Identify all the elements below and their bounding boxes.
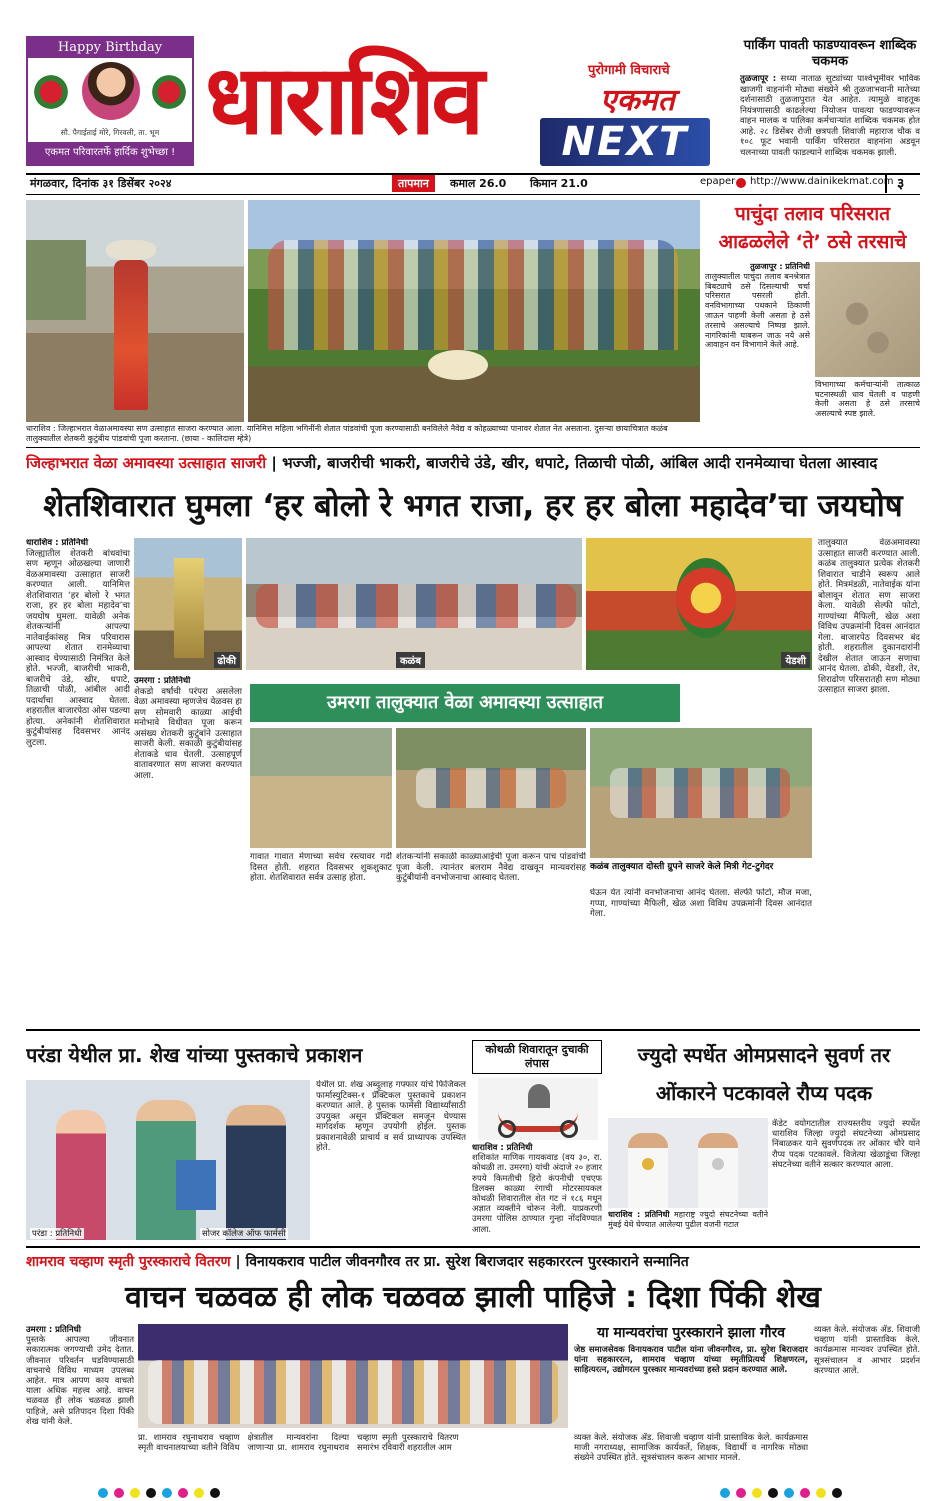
tiger-body: तुळजापूर : प्रतिनिधी तालुक्यातील पाचुंदा तलाव बनश्रेत्रात बिबट्याचे ठसे दिसल्याची चर्चा परिसरात पसरली होती. वनविभागाच्या पथकाने ठिकाणी जाऊन पाहणी केली असता हे ठसे तरसाचे असल्याचे निष्पन्न झाले. नागरिकांनी घाबरून जाऊ नये असे आवाहन वन विभागाने केले आहे. <box>705 262 810 350</box>
bottom-kicker-red: शामराव चव्हाण स्मृती पुरस्काराचे वितरण <box>26 1254 231 1270</box>
flower-right-icon <box>152 70 186 114</box>
date-bar-rule-top <box>26 173 920 175</box>
bottom-body-col5: व्यक्त केले. संयोजक ॲड. शिवाजी चव्हाण यांनी प्रास्ताविक केले. कार्यक्रमास मान्यवर उपस्थित होते. सूत्रसंचालन व आभार प्रदर्शन करण्यात आले. <box>814 1324 920 1375</box>
page-number: ३ <box>885 174 904 193</box>
temp-min: किमान 21.0 <box>530 177 588 190</box>
brand-tagline: पुरोगामी विचाराचे <box>588 63 670 78</box>
main-kicker: जिल्हाभरात वेळा अमावस्या उत्साहात साजरी | भज्जी, बाजरीची भाकरी, बाजरीचे उंडे, खीर, धपाटे, तिळाची पोळी, आंबिल आदी रानमेव्याचा घेतला आस्वाद <box>26 454 878 472</box>
tiger-headline: पाचुंदा तलाव परिसरात आढळलेले ‘ते’ ठसे तरसाचे <box>718 203 907 253</box>
awards-subheadline: या मान्यवरांचा पुरस्काराने झाला गौरव <box>596 1325 786 1341</box>
photo-label-dhoki: ढोकी <box>214 652 241 668</box>
birthday-box <box>26 36 194 166</box>
umarga-photo-1 <box>250 728 392 848</box>
bottom-headline: वाचन चळवळ ही लोक चळवळ झाली पाहिजे : दिशा पिंकी शेख <box>125 1280 821 1315</box>
brand-next-logo: NEXT <box>540 118 710 166</box>
paper-name: धाराशिव <box>205 44 481 156</box>
bottom-body-col1: उमरगा : प्रतिनिधी पुस्तके आपल्या जीवनात सकारात्मक जगण्याची उमेद देतात. जीवनात परिवर्तन घडविण्यासाठी वाचनाचे विविध माध्यम उपलब्ध आहेत. मात्र आपण काय वाचतो याला अधिक महत्त्व आहे. वाचन चळवळ ही लोक चळवळ झाली पाहिजे, असे प्रतिपादन दिशा पिंकी शेख यांनी केले. <box>26 1324 134 1426</box>
kalamb-friends-photo <box>590 728 812 858</box>
main-body-right: तालुक्यात वेळअमावस्या उत्साहात साजरी करण्यात आली. कळंब तालुक्यात प्रत्येक शेतकरी शिवारात चाडीने स्वरूप आले होते. मित्रमंडळी, नातेवाईक यांना बोलावून शेतात सण साजरा केला. यावेळी सेल्फी फोटो, गाण्यांच्या मैफिली, खेळ अशा विविध उपक्रमांनी दिवस आनंदात गेला. बाजारपेठ दिवसभर बंद होती. शहरातील दुकानदारांनी देखील शेतात जाऊन सणाचा आनंद घेतला. ढोकी, येडशी, तेर, शिराढोण परिसरातही सण मोठ्या उत्साहात साजरा झाला. <box>818 538 920 695</box>
rule-1 <box>26 447 920 448</box>
award-ceremony-photo <box>138 1324 568 1428</box>
pugmark-caption: विभागाच्या कर्मचाऱ्यांनी तात्काळ घटनास्थळी धाव घेतली व पाहणी केली असता हे ठसे तरसाचे असल्याचे स्पष्ट झाले. <box>815 380 920 418</box>
rule-2 <box>26 1029 920 1031</box>
pugmark-photo <box>815 262 920 377</box>
birthday-name: सौ. पैगाईताई मोरे, गिरवली, ता. भूम <box>60 128 160 137</box>
temp-max: कमाल 26.0 <box>450 177 507 190</box>
umarga-headline: उमरगा तालुक्यात वेळा अमावस्या उत्साहात <box>250 684 680 722</box>
kothali-body: धाराशिव : प्रतिनिधी शशिकांत माणिक गायकवाड (वय ३०, रा. कोथळी ता. उमरगा) यांची अंदाजे २० हजार रुपये किमतीची हिरो कंपनीची एचएफ डिलक्स काळ्या रंगाची मोटरसायकल कोथळी शिवारातील शेत गट नं १८६ मधून अज्ञात व्यक्तीने चोरून नेली. याप्रकरणी उमरगा पोलिस ठाण्यात गुन्हा नोंदविण्यात आला. <box>472 1142 602 1234</box>
photo-label-yedshi: येडशी <box>781 652 810 668</box>
photo-label-kalamb: कळंब <box>396 652 425 668</box>
judo-body: कॅडेट वयोगटातील राज्यस्तरीय ज्युदो स्पर्धेत धाराशिव जिल्हा ज्युदो संघटनेच्या ओमप्रसाद निंबाळकर याने सुवर्णपदक तर ओंकार चौरे याने रौप्य पदक पटकावले. विजेत्या खेळाडूंचा जिल्हा संघटनेच्या वतीने सत्कार करण्यात आला. <box>772 1118 920 1169</box>
date-bar-rule-bottom <box>26 194 920 195</box>
kothali-headline: कोथळी शिवारातून दुचाकी लंपास <box>472 1040 602 1074</box>
epaper-label: epaper <box>700 176 736 187</box>
medal-icon <box>642 1158 654 1170</box>
top-photo-caption: धाराशिव : जिल्हाभरात वेळाअमावस्या सण उत्साहात साजरा करण्यात आला. यानिमित्त महिला भगिनींनी शेतात पांडवांची पूजा करण्यासाठी बनविलेले नैवेद्य व कोहळ्याच्या पानावर शेतात नेत असताना. दुसऱ्या छायाचित्रात कळंब तालुक्यातील शेतकरी कुटुंबीय पांडवांची पूजा करताना. (छाया - कालिदास म्हेत्रे) <box>26 424 668 443</box>
birthday-wish: एकमत परिवारतर्फे हार्दिक शुभेच्छा ! <box>28 142 192 164</box>
bike-theft-illustration <box>478 1078 598 1140</box>
flower-left-icon <box>34 70 68 114</box>
medal-icon-2 <box>712 1158 724 1170</box>
registration-marks-right <box>720 1488 842 1498</box>
umarga-body-col4: घेऊन येत त्यांनी वनभोजनाचा आनंद घेतला. सेल्फी फोटो, मौज मजा, गप्पा, गाण्यांच्या मैफिली, खेळ अशा विविध उपक्रमांनी दिवस आनंदात गेला. <box>590 888 812 919</box>
temp-label: तापमान <box>392 175 435 192</box>
umarga-body-col3: शेतकऱ्यांनी सकाळी काळ्याआईची पूजा करून पाच पांडवांची पूजा केली. त्यानंतर बलराम नैवेद्य दाखवून मान्यवरांसह कुटुंबीयांनी वनभोजनाचा आस्वाद घेतला. <box>396 852 586 883</box>
awards-subbody: जेष्ठ समाजसेवक विनायकराव पाटील यांना जीवनगौरव, प्रा. सुरेश बिराजदार यांना सहकाररत्न, शामराव चव्हाण यांच्या स्मृतीप्रित्यर्थ शिक्षणरत्न, साहित्यरत्न, उद्योगरत्न पुरस्कार मान्यवरांच्या हस्ते प्रदान करण्यात आले. <box>574 1344 808 1375</box>
paranda-photo-caption: सोजर कॉलेज ऑफ फार्मसी <box>202 1229 286 1239</box>
umarga-body-col2: गावात गावात मेणाच्या सर्वच रस्त्यावर गर्दी दिसत होती. शहरात दिवसभर शुकशुकाट होता. शेतशिवारात सर्वत्र उत्साह होता. <box>250 852 392 883</box>
dhoki-photo <box>134 538 242 670</box>
birthday-photo <box>82 62 140 120</box>
kalamb-photo <box>246 538 582 670</box>
yedshi-photo <box>586 538 812 670</box>
bottom-kicker: शामराव चव्हाण स्मृती पुरस्काराचे वितरण | विनायकराव पाटील जीवनगौरव तर प्रा. सुरेश बिराजदार सहकाररत्न पुरस्काराने सन्मानित <box>26 1254 689 1270</box>
paranda-body: येथील प्रा. शेख अब्दुलाह गफ्फार यांचे फिजिकल फार्मास्युटिक्स-१ प्रॅक्टिकल पुस्तकाचे प्रकाशन करण्यात आले. हे पुस्तक फार्मसी विद्यार्थ्यांसाठी उपयुक्त असून प्रॅक्टिकल समजून घेण्यास मार्गदर्शक म्हणून उपयोगी होईल. पुस्तक प्रकाशनावेळी प्राचार्य व सर्व प्राध्यापक उपस्थित होते. <box>316 1080 466 1153</box>
registration-marks-left <box>98 1488 220 1498</box>
pandav-puja-group-photo <box>248 200 700 422</box>
paranda-headline: परंडा येथील प्रा. शेख यांच्या पुस्तकाचे प्रकाशन <box>26 1043 363 1067</box>
main-kicker-rest: भज्जी, बाजरीची भाकरी, बाजरीचे उंडे, खीर, धपाटे, तिळाची पोळी, आंबिल आदी रानमेव्याचा घेतला आस्वाद <box>282 454 878 472</box>
judo-caption: धाराशिव : प्रतिनिधी महाराष्ट्र ज्युदो संघटनेच्या वतीने मुंबई येथे घेण्यात आलेल्या पुढील वजनी गटात <box>608 1210 768 1229</box>
rule-3 <box>26 1246 920 1248</box>
main-headline: शेतशिवारात घुमला ‘हर बोलो रे भगत राजा, हर हर बोला महादेव’चा जयघोष <box>43 488 903 524</box>
website-link[interactable]: http://www.dainikekmat.com <box>750 176 894 187</box>
brand-logo: एकमत <box>600 83 675 118</box>
woman-carrying-basket-photo <box>26 200 244 422</box>
top-right-headline: पार्किंग पावती फाडण्यावरून शाब्दिक चकमक <box>743 38 917 69</box>
globe-icon <box>736 178 746 188</box>
umarga-photo-2 <box>396 728 586 848</box>
bottom-kicker-rest: विनायकराव पाटील जीवनगौरव तर प्रा. सुरेश बिराजदार सहकाररत्न पुरस्काराने सन्मानित <box>245 1254 689 1270</box>
paranda-book-release-photo <box>26 1080 310 1240</box>
top-right-body: तुळजापूर : सध्या नाताळ सुट्यांच्या पार्श्वभूमीवर भाविक खाजगी वाहनांनी मोठ्या संख्येने श्री तुळजाभवानी मातेच्या दर्शनासाठी तुळजापुरात येत आहेत. त्यामुळे वाहतूक नियंत्रणासाठी काढलेल्या नियोजन पावत्या फाडण्यावरून वाहन मालक व पालिका कर्मचाऱ्यांत शाब्दिक चकमक होत आहे. २८ डिसेंबर रोजी छत्रपती शिवाजी महाराज चौक व १०८ फूट भवानी पार्किंग परिसरात वाहनांना अडवून चलनाच्या पावती फाडल्याने शाब्दिक चकमक झाली. <box>740 74 920 158</box>
main-body-left: धाराशिव : प्रतिनिधी जिल्ह्यातील शेतकरी बांधवांचा सण म्हणून ओळखल्या जाणारी वेळअमावस्या उत्साहात साजरी करण्यात आली. यानिमित्त शेतशिवारात ‘हर बोलो रे भगत राजा, हर हर बोला महादेव’चा जयघोष घुमला. यावेळी अनेक शेतकऱ्यांनी आपल्या नातेवाईकांसह मित्र परिवारास आपल्या शेतात रानमेव्याचा आस्वाद घेण्यासाठी निमंत्रित केले होते. भज्जी, बाजरीची भाकरी, बाजरीचे उंडे, खीर, धपाटे, तिळाची पोळी, आंबील आदी पदार्थांचा आस्वाद घेतला. शहरातील बाजारपेठा ओस पडल्या होत्या. अनेकांनी शेतशिवारात कुटुंबीयांसह दिवसभर आनंद लुटला. <box>26 538 130 748</box>
date-text: मंगळवार, दिनांक ३१ डिसेंबर २०२४ <box>30 177 172 190</box>
umarga-body-left: उमरगा : प्रतिनिधी शेकडो वर्षांची परंपरा असलेला वेळा अमावस्या म्हणजेच येळवस हा सण सोमवारी काळ्या आईची मनोभावे विधीवत पूजा करून असंख्य शेतकरी कुटुंबांने उत्साहात साजरी केली. सकाळी कुटुंबीयांसह शेताकडे धाव घेतली. उत्साहपूर्ण वातावरणात सण साजरा करण्यात आला. <box>134 676 242 781</box>
kalamb-friends-caption: कळंब तालुक्यात दोस्ती ग्रुपने साजरे केले मित्री गेट-टुगेदर <box>590 862 774 872</box>
birthday-title: Happy Birthday <box>28 38 192 58</box>
bottom-body-col3: प्रा. शामराव रघुनाथराव चव्हाण स्मृती वाचनालयाच्या वतीने विविध क्षेत्रातील मान्यवरांना दिल्या जाणाऱ्या प्रा. शामराव रघुनाथराव चव्हाण स्मृती पुरस्काराचे वितरण समारंभ रविवारी शहरातील आम <box>138 1432 459 1453</box>
bottom-body-col4: व्यक्त केले. संयोजक ॲड. शिवाजी चव्हाण यांनी प्रास्ताविक केले. कार्यक्रमास माजी नगराध्यक्ष, सामाजिक कार्यकर्ते, शिक्षक, विद्यार्थी व नागरिक मोठ्या संख्येने उपस्थित होते. सूत्रसंचालन करून आभार मानले. <box>574 1432 808 1463</box>
judo-headline: ज्युदो स्पर्धेत ओमप्रसादने सुवर्ण तर ओंकारने पटकावले रौप्य पदक <box>637 1043 891 1105</box>
paranda-byline-caption: परंडा : प्रतिनिधी <box>32 1229 82 1239</box>
main-kicker-red: जिल्हाभरात वेळा अमावस्या उत्साहात साजरी <box>26 454 267 472</box>
judo-winners-photo <box>608 1118 768 1208</box>
